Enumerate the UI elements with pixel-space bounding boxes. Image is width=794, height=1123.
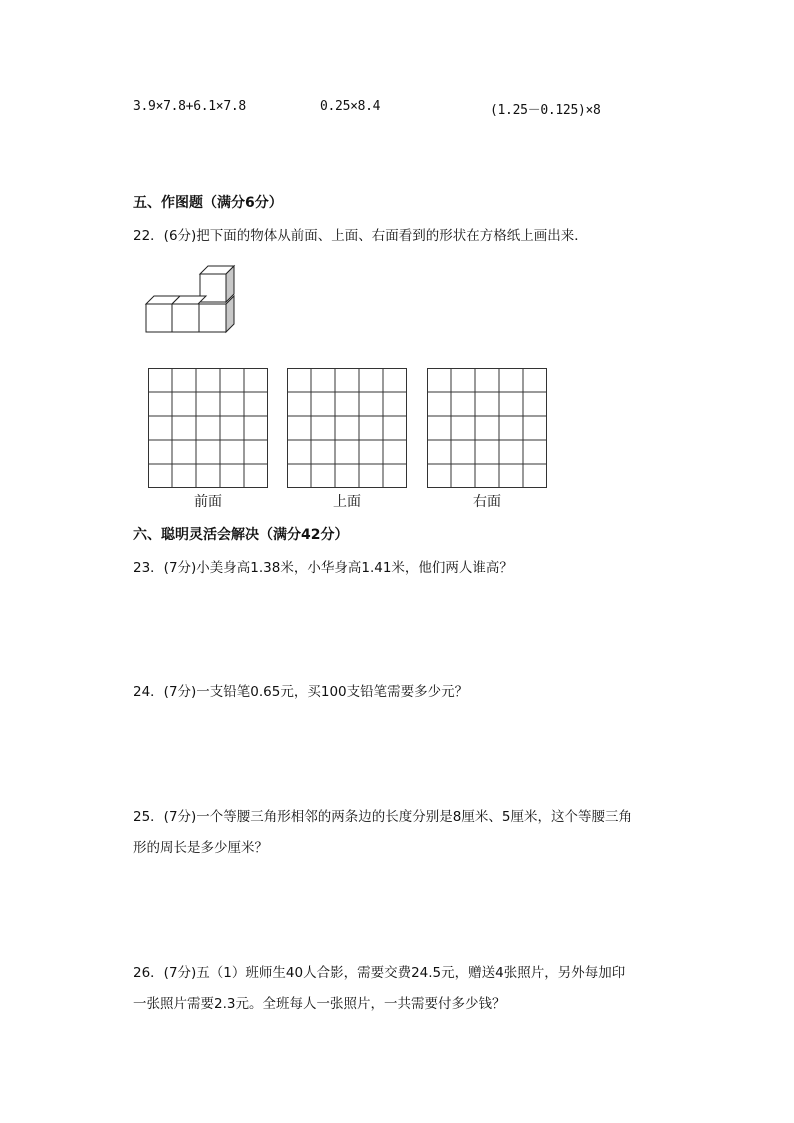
calc-expression-1: 3.9×7.8+6.1×7.8 [133, 99, 246, 114]
section-5-title: 五、作图题（满分6分） [133, 195, 283, 211]
question-23: 23．(7分)小美身高1.38米，小华身高1.41米，他们两人谁高？ [133, 560, 513, 576]
question-22: 22．(6分)把下面的物体从前面、上面、右面看到的形状在方格纸上画出来． [133, 228, 588, 244]
calc-expression-2: 0.25×8.4 [320, 99, 381, 114]
grid-label-top: 上面 [333, 494, 361, 510]
calc-expression-3: (1.25－0.125)×8 [490, 103, 601, 118]
grid-label-right: 右面 [473, 494, 501, 510]
question-24: 24．(7分)一支铅笔0.65元，买100支铅笔需要多少元？ [133, 684, 469, 700]
question-26-line-1: 26．(7分)五（1）班师生40人合影，需要交费24.5元，赠送4张照片，另外每加印 [133, 965, 626, 981]
grid-right[interactable] [427, 368, 547, 488]
question-25-line-2: 形的周长是多少厘米？ [133, 840, 268, 856]
grid-label-front: 前面 [194, 494, 222, 510]
question-26-line-2: 一张照片需要2.3元。全班每人一张照片，一共需要付多少钱？ [133, 996, 506, 1012]
grid-top[interactable] [287, 368, 407, 488]
section-6-title: 六、聪明灵活会解决（满分42分） [133, 527, 349, 543]
question-25-line-1: 25．(7分)一个等腰三角形相邻的两条边的长度分别是8厘米、5厘米，这个等腰三角 [133, 809, 632, 825]
grid-front[interactable] [148, 368, 268, 488]
cube-figure [140, 262, 245, 338]
